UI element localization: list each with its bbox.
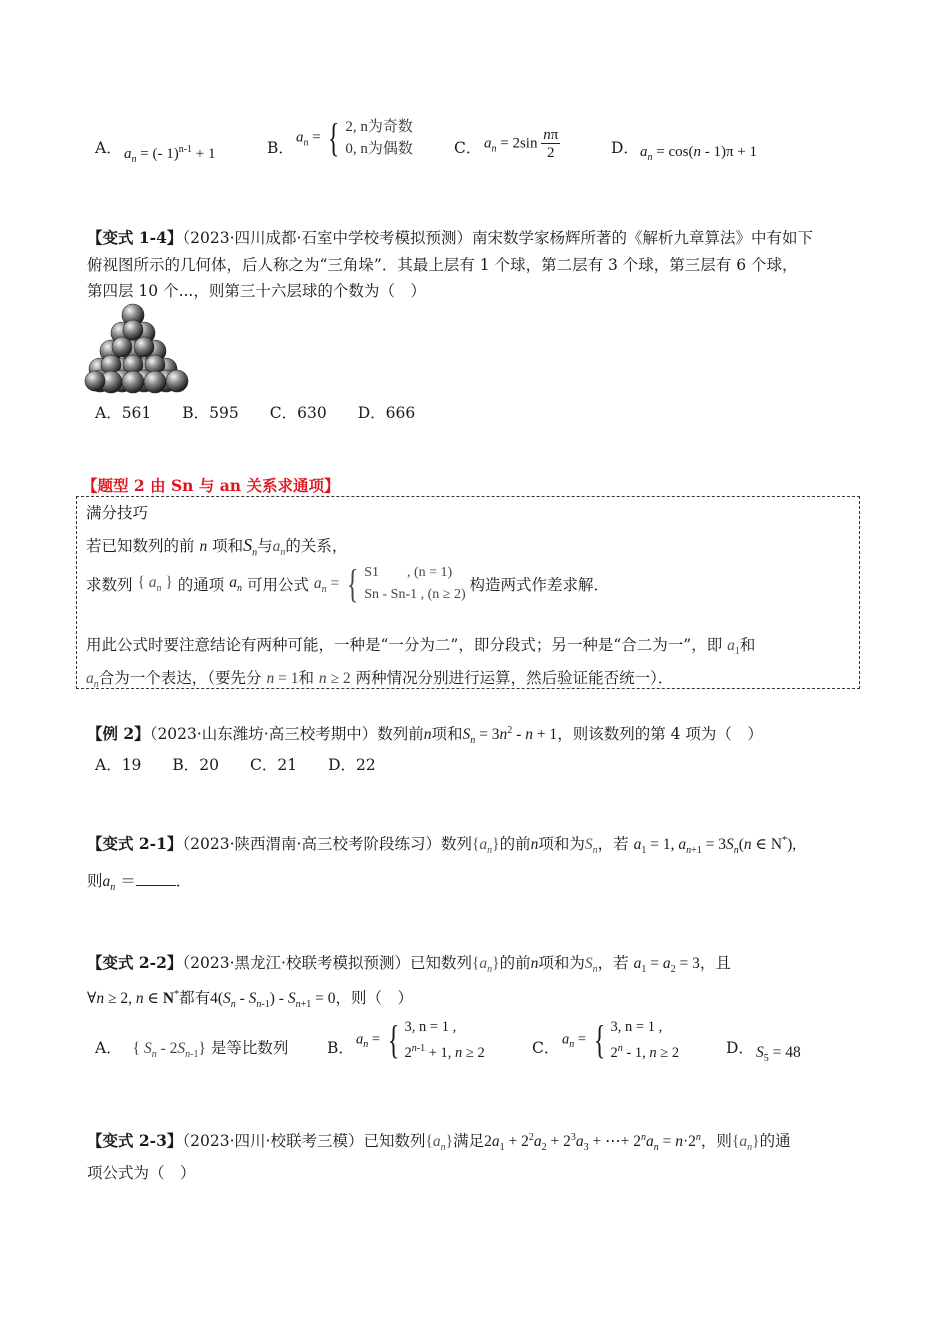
tip-line-3	[86, 633, 755, 657]
math-sn: $S_n$	[584, 836, 598, 857]
text: 是等比数列	[210, 1039, 289, 1057]
text: ，且	[699, 954, 731, 972]
variant-2-3-line1	[87, 1129, 791, 1153]
text: 可用公式	[246, 576, 309, 594]
option-label: C．	[454, 139, 482, 157]
variant-2-2-option-d-label: D．	[726, 1039, 754, 1057]
example-2-options: A．19 B．20 C．21 D．22	[95, 756, 376, 774]
option-label: A．	[95, 1039, 122, 1057]
text: （2023·山东潍坊·高三校考期中）数列前	[149, 725, 424, 743]
variant-2-2-option-a	[95, 1036, 288, 1060]
case-2: 0, n为偶数	[345, 141, 413, 157]
text: （2023·黑龙江·校联考模拟预测）已知数列	[182, 954, 472, 972]
text: 项和	[212, 537, 244, 555]
text: 求数列	[86, 576, 133, 594]
variant-1-4-line3: 第四层 10 个...，则第三十六层球的个数为（ ）	[87, 282, 426, 300]
text: 的关系，	[285, 537, 348, 555]
case-2: 2$^n$ - 1, n ≥ 2	[610, 1043, 680, 1061]
text: 的前	[499, 954, 531, 972]
text: 两种情况分别进行运算，然后验证能否统一）．	[355, 669, 674, 687]
math-n: n	[530, 836, 539, 853]
variant-1-4-line1	[87, 226, 813, 248]
math-seq-an: $\{a_n\}$	[425, 1133, 454, 1154]
text: （2023·陕西渭南·高三校考阶段练习）数列	[182, 835, 472, 853]
option-label: D．	[611, 139, 639, 157]
tip-box-title: 满分技巧	[86, 504, 149, 522]
variant-2-1-line1	[87, 832, 796, 856]
text: 都有	[179, 989, 211, 1007]
math-n-ge-2: n ≥ 2	[318, 670, 351, 687]
math-sn: $S_n$	[584, 955, 598, 976]
text: ，则该数列的第 4 项为（ ）	[557, 725, 763, 743]
text: 项和	[431, 725, 463, 743]
tip-line-2	[86, 562, 609, 606]
prev-option-b-formula: $a_n$ = { 2, n为奇数 0, n为偶数	[296, 115, 413, 160]
answer-blank[interactable]	[136, 871, 176, 886]
tip-line-1	[86, 534, 347, 559]
case-2: $2^{n-1} + 1$, n ≥ 2	[404, 1043, 485, 1061]
case-1: 3, n = 1 ,	[610, 1019, 663, 1035]
text: （2023·四川·校联考三模）已知数列	[182, 1132, 426, 1150]
variant-2-2-line2	[87, 986, 413, 1010]
math-sn-formula: $S_n = 3n^2 - n + 1$	[462, 724, 558, 747]
text: 的前	[499, 835, 531, 853]
math-a1: $a_1$	[727, 637, 740, 658]
text: 用此公式时要注意结论有两种可能，一种是“一分为二”，即分段式；另一种是“合二为一”，即	[86, 636, 723, 654]
section-title: 【题型 2 由 Sn 与 an 关系求通项】	[82, 476, 340, 495]
math-seq-an: $\{a_n\}$	[471, 836, 500, 857]
variant-2-2-line1	[87, 951, 731, 975]
case-2: Sn - Sn-1 , (n ≥ 2)	[364, 587, 466, 602]
math-piecewise: $a_n$ = { S1 , (n = 1) Sn - Sn-1 , (n ≥ 2)	[313, 561, 466, 606]
text: 的通	[759, 1132, 791, 1150]
case-1: 3, n = 1 ,	[404, 1019, 457, 1035]
text: 和	[298, 669, 314, 687]
text: ，若	[597, 835, 629, 853]
text: 构造两式作差求解．	[469, 576, 610, 594]
prev-option-c-formula: $a_n = 2\sin \frac{n\pi}{2}$	[484, 127, 559, 161]
question-tag: 【变式 2-2】	[87, 953, 183, 972]
case-1: 2, n为奇数	[345, 119, 413, 135]
text: 项和为	[538, 954, 585, 972]
example-2	[87, 722, 763, 746]
math-n: n	[199, 538, 208, 555]
math-an: $a_n$	[86, 670, 99, 691]
math-n: n	[423, 726, 432, 743]
math-forall: ∀n ≥ 2, n ∈ N*	[87, 988, 180, 1007]
prev-option-a-formula: $a_n$ = (- 1)$^{n-1}$ + 1	[124, 144, 216, 165]
question-tag: 【变式 1-4】	[87, 228, 183, 247]
math-sn: $S_n$	[243, 535, 258, 559]
math-condition: $a_1 = a_2 = 3$	[633, 955, 700, 976]
text: 若已知数列的前	[86, 537, 195, 555]
math-recurrence: $4(S_n - S_{n-1}) - S_{n+1} = 0$	[210, 990, 336, 1011]
math-n: n	[530, 955, 539, 972]
question-tag: 【变式 2-1】	[87, 834, 183, 853]
variant-2-2-option-c-label: C．	[532, 1039, 560, 1057]
variant-2-3-line2: 项公式为（ ）	[87, 1164, 196, 1182]
math-formula: $2a_1 + 2^2a_2 + 2^3a_3$ + ⋯+ $2^na_n = n\cdot 2^n$	[484, 1131, 701, 1154]
text: ，则	[700, 1132, 732, 1150]
math-seq-an: { $a_n$ }	[137, 573, 173, 595]
question-text: （2023·四川成都·石室中学校考模拟预测）南宋数学家杨辉所著的《解析九章算法》中有如下	[182, 229, 813, 247]
prev-option-c	[454, 136, 481, 158]
text: ，则（ ）	[335, 989, 413, 1007]
text: ，若	[597, 954, 629, 972]
math-seq: { $S_n - 2S_{n-1}$}	[132, 1040, 206, 1061]
text: 满足	[453, 1132, 485, 1150]
variant-2-2-option-d: $S_5 = 48$	[756, 1044, 801, 1065]
variant-2-1-line2: 则$a_n$ ＝ ．	[87, 872, 192, 894]
question-tag: 【例 2】	[87, 724, 150, 743]
prev-option-d	[611, 136, 639, 158]
math-n-eq-1: n = 1	[266, 670, 299, 687]
math-seq-an: $\{a_n\}$	[471, 955, 500, 976]
case-1: S1 , (n = 1)	[364, 565, 453, 580]
question-tag: 【变式 2-3】	[87, 1131, 183, 1150]
math-an: $a_n$	[102, 873, 116, 894]
option-label: B．	[267, 139, 294, 157]
prev-option-a	[95, 136, 122, 158]
variant-2-2-option-b: $a_n$ = { 3, n = 1 , $2^{n-1} + 1$, n ≥ 2	[356, 1016, 485, 1062]
ball-pile-figure	[84, 302, 190, 394]
math-condition: $a_1 = 1$, $a_{n+1} = 3S_n(n$ ∈ N*),	[633, 834, 797, 857]
math-seq-an: $\{a_n\}$	[731, 1133, 760, 1154]
text: 项和为	[538, 835, 585, 853]
variant-1-4-line2: 俯视图所示的几何体，后人称之为“三角垛”．其最上层有 1 个球，第二层有 3 个球，第三层有 6 个球，	[87, 256, 798, 274]
text: 则	[87, 872, 103, 890]
text: 的通项	[177, 576, 225, 594]
tip-line-4	[86, 666, 673, 690]
variant-2-2-option-c: $a_n$ = { 3, n = 1 , 2$^n$ - 1, n ≥ 2	[562, 1016, 680, 1062]
text: 和	[739, 636, 756, 654]
variant-2-2-option-b-label: B．	[327, 1039, 354, 1057]
math-an: $a_n$	[272, 538, 286, 559]
option-label: A．	[95, 139, 122, 157]
variant-1-4-options: A．561 B．595 C．630 D．666	[95, 404, 416, 422]
text: 合为一个表达，（要先分	[98, 669, 262, 687]
text: 与	[257, 537, 273, 555]
prev-option-b	[267, 136, 294, 158]
text: ＝	[120, 872, 136, 890]
prev-option-d-formula: $a_n = \cos(n - 1)\pi + 1$	[640, 144, 757, 163]
math-an: $a_n$	[229, 573, 242, 595]
